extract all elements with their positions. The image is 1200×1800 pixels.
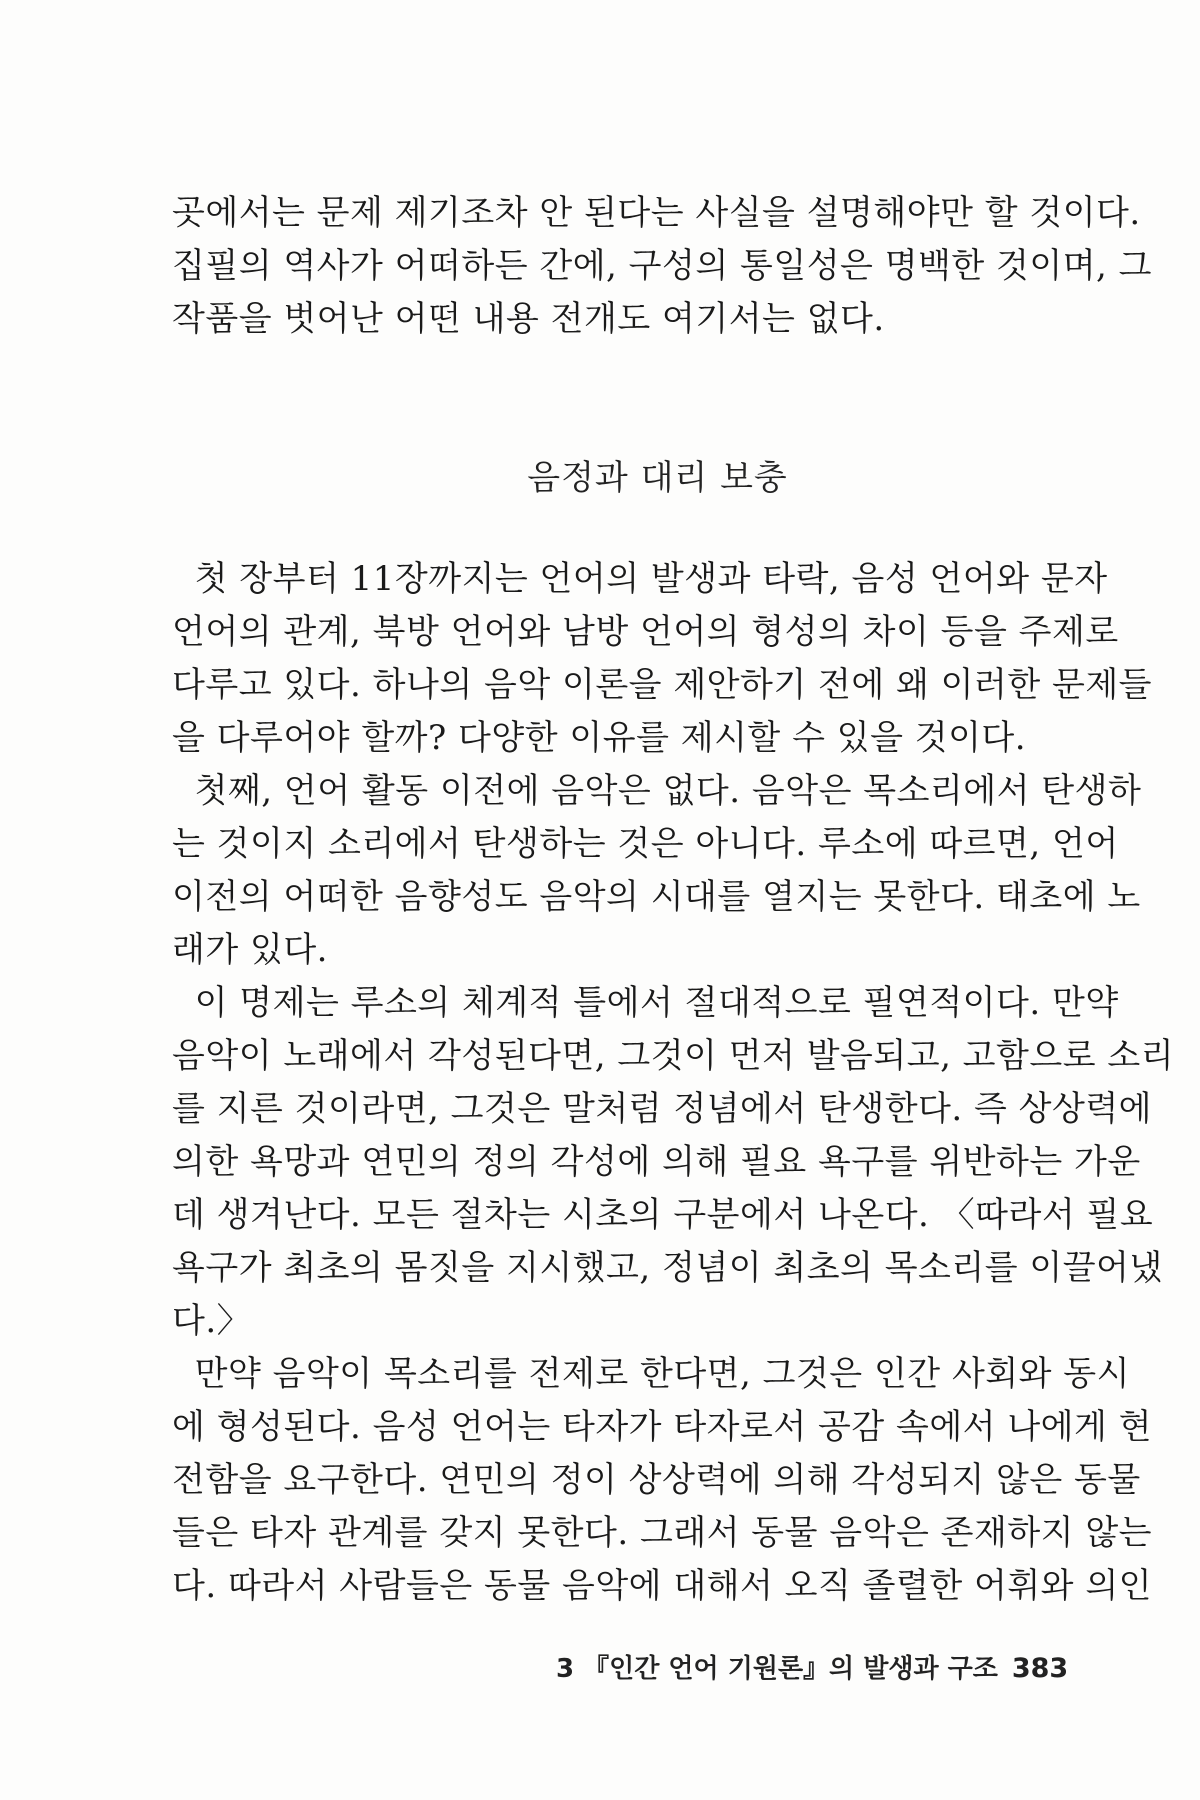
text-line: 첫 장부터 11장까지는 언어의 발생과 타락, 음성 언어와 문자 <box>172 559 1108 599</box>
text-line: 이 명제는 루소의 체계적 틀에서 절대적으로 필연적이다. 만약 <box>172 983 1119 1023</box>
page-number: 383 <box>1011 1653 1069 1684</box>
body-text <box>172 553 1175 1613</box>
running-footer <box>556 1648 1069 1685</box>
text-line: 래가 있다. <box>172 930 328 970</box>
text-line: 의한 욕망과 연민의 정의 각성에 의해 필요 욕구를 위반하는 가운 <box>172 1142 1141 1182</box>
text-line: 다루고 있다. 하나의 음악 이론을 제안하기 전에 왜 이러한 문제들 <box>172 665 1153 705</box>
text-line: 를 지른 것이라면, 그것은 말처럼 정념에서 탄생한다. 즉 상상력에 <box>172 1089 1153 1129</box>
text-line: 작품을 벗어난 어떤 내용 전개도 여기서는 없다. <box>172 299 885 339</box>
text-line: 곳에서는 문제 제기조차 안 된다는 사실을 설명해야만 할 것이다. <box>172 193 1141 233</box>
text-line: 집필의 역사가 어떠하든 간에, 구성의 통일성은 명백한 것이며, 그 <box>172 246 1153 286</box>
text-line: 을 다루어야 할까? 다양한 이유를 제시할 수 있을 것이다. <box>172 718 1027 758</box>
text-line: 이전의 어떠한 음향성도 음악의 시대를 열지는 못한다. 태초에 노 <box>172 877 1141 917</box>
text-line: 첫째, 언어 활동 이전에 음악은 없다. 음악은 목소리에서 탄생하 <box>172 771 1142 811</box>
text-line: 다.〉 <box>172 1301 252 1341</box>
text-line: 데 생겨난다. 모든 절차는 시초의 구분에서 나온다. 〈따라서 필요 <box>172 1195 1154 1235</box>
running-title: 3 『인간 언어 기원론』의 발생과 구조 <box>556 1654 998 1684</box>
text-line: 음악이 노래에서 각성된다면, 그것이 먼저 발음되고, 고함으로 소리 <box>172 1036 1175 1076</box>
text-line: 욕구가 최초의 몸짓을 지시했고, 정념이 최초의 목소리를 이끌어냈 <box>172 1248 1163 1288</box>
text-line: 언어의 관계, 북방 언어와 남방 언어의 형성의 차이 등을 주제로 <box>172 612 1119 652</box>
text-line: 만약 음악이 목소리를 전제로 한다면, 그것은 인간 사회와 동시 <box>172 1354 1130 1394</box>
text-line: 전함을 요구한다. 연민의 정이 상상력에 의해 각성되지 않은 동물 <box>172 1460 1141 1500</box>
text-line: 는 것이지 소리에서 탄생하는 것은 아니다. 루소에 따르면, 언어 <box>172 824 1119 864</box>
text-line: 에 형성된다. 음성 언어는 타자가 타자로서 공감 속에서 나에게 현 <box>172 1407 1153 1447</box>
text-line: 들은 타자 관계를 갖지 못한다. 그래서 동물 음악은 존재하지 않는 <box>172 1513 1153 1553</box>
text-line: 다. 따라서 사람들은 동물 음악에 대해서 오직 졸렬한 어휘와 의인 <box>172 1566 1153 1606</box>
section-heading: 음정과 대리 보충 <box>527 458 788 498</box>
intro-paragraph <box>172 187 1153 346</box>
